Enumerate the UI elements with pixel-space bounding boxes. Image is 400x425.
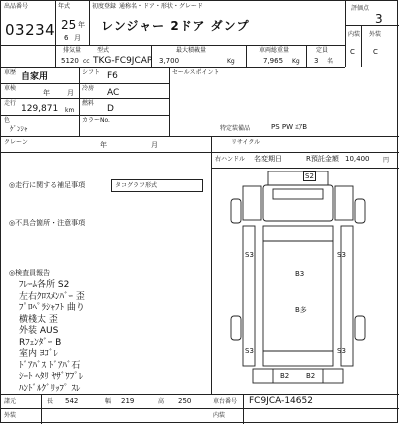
fuel-label: 燃料 xyxy=(82,100,95,107)
mileage-label: 走行 xyxy=(4,100,17,107)
right-door-panel xyxy=(335,186,353,220)
rule-v-year xyxy=(89,1,90,45)
mark-left-upper: S3 xyxy=(245,251,254,259)
tacho-label: タコグラフ形式 xyxy=(115,182,158,189)
shift-value: F6 xyxy=(107,71,118,81)
cab-panel xyxy=(263,185,333,221)
crane-year-unit: 年 xyxy=(100,141,107,149)
inspector-label: ◎検査員報告 xyxy=(9,269,51,277)
inspector-report xyxy=(19,280,85,395)
rule-v-footer1 xyxy=(41,394,42,424)
equipment-label: 特定装備品 xyxy=(220,125,251,132)
rule-row5 xyxy=(1,152,399,153)
ac-label: 冷房 xyxy=(82,85,95,92)
reg-label: 初度登録 xyxy=(92,3,117,10)
recycle-label: リサイクル xyxy=(231,139,261,146)
category-value: 自家用 xyxy=(21,72,49,82)
crane-month-unit: 月 xyxy=(151,141,158,149)
inner-label: 内装 xyxy=(213,412,226,419)
rule-row4 xyxy=(1,136,399,137)
right-rear-wheel xyxy=(355,316,365,340)
left-front-wheel xyxy=(231,199,241,223)
year-unit: 年 xyxy=(78,21,85,29)
report-line: Rﾌｪﾝﾀﾞｰ B xyxy=(19,337,62,348)
width-value: 219 xyxy=(121,397,135,405)
length-value: 542 xyxy=(65,397,79,405)
left-door-panel xyxy=(243,186,261,220)
total-weight-value: 7,965 xyxy=(263,57,284,65)
report-line: ﾌﾚｰﾑ各所 S2 xyxy=(19,280,70,290)
rule-v-mid xyxy=(79,67,80,136)
recycle-fee-value: 10,400 xyxy=(345,155,370,163)
interior-label: 内装 xyxy=(348,31,361,38)
outer-label: 外装 xyxy=(4,412,17,419)
rule-row1 xyxy=(1,83,169,84)
rule-v-footer2 xyxy=(243,394,244,424)
rule-grade-top xyxy=(345,25,399,26)
recycle-fee-label: R預託金額 xyxy=(306,155,339,163)
load-value: 3,700 xyxy=(159,57,180,65)
left-rear-wheel xyxy=(231,316,241,340)
lot-label: 出品番号 xyxy=(4,3,29,10)
rule-v-selling xyxy=(169,67,170,136)
mark-center-lower: B多 xyxy=(295,306,307,314)
color-label: 色 xyxy=(4,117,11,124)
mileage-value: 129,871 xyxy=(21,104,59,114)
exterior-label: 外装 xyxy=(369,31,382,38)
length-label: 長 xyxy=(47,398,54,405)
capacity-value: 3 xyxy=(314,57,319,65)
ac-value: AC xyxy=(107,88,120,98)
rule-row2 xyxy=(1,98,169,99)
mark-center-upper: B3 xyxy=(295,270,305,278)
height-value: 250 xyxy=(178,397,192,405)
windshield xyxy=(273,189,323,199)
capacity-label: 定員 xyxy=(316,47,329,54)
car-name: レンジャー 2ドア ダンプ xyxy=(101,19,250,33)
mark-left-lower: S3 xyxy=(245,347,254,355)
rule-header-bottom xyxy=(1,45,345,46)
recycle-fee-unit: 円 xyxy=(383,157,390,164)
mark-top: S2 xyxy=(305,172,314,180)
report-line: 室内 ﾖｺﾞﾚ xyxy=(19,349,58,359)
shift-label: シフト xyxy=(82,69,101,76)
mark-bottom-left: B2 xyxy=(280,372,290,380)
width-label: 幅 xyxy=(105,398,112,405)
lot-number: 03234 xyxy=(5,21,56,39)
equipment-value: PS PW ｴｱB xyxy=(271,123,308,131)
report-line: 外装 AUS xyxy=(19,326,59,336)
fuel-value: D xyxy=(107,104,114,114)
handle-label: 右ハンドル xyxy=(215,156,246,163)
rule-footer-mid xyxy=(1,408,399,409)
capacity-unit: 名 xyxy=(327,58,334,65)
selling-point-label: セールスポイント xyxy=(172,69,220,76)
model-label: 型式 xyxy=(97,47,110,54)
displacement-value: 5120 xyxy=(61,57,79,65)
truck-diagram xyxy=(223,171,373,391)
report-line: ﾊﾝﾄﾞﾙｸﾞﾘｯﾌﾟ ｽﾚ xyxy=(19,383,81,394)
category-label: 車歴 xyxy=(4,69,17,76)
report-line: 左右ｸﾛｽﾒﾝﾊﾞｰ 歪 xyxy=(19,291,85,302)
name-label: 通称名・ドア・形状・グレード xyxy=(119,3,203,10)
color-value: ｹﾞﾝｼｬ xyxy=(10,125,28,133)
inspection-month-unit: 月 xyxy=(67,89,74,97)
model-value: TKG-FC9JCAP xyxy=(93,56,153,66)
score-label: 評価点 xyxy=(351,5,370,12)
load-label: 最大積載量 xyxy=(176,47,207,54)
report-line: ｼｰﾄ ﾍﾀﾘ ﾔｻﾞﾜﾌﾟﾚ xyxy=(19,372,84,382)
right-bed-side xyxy=(341,226,353,366)
score-value: 3 xyxy=(375,12,383,26)
color-no-label: カラーNo. xyxy=(82,117,110,124)
name-change-label: 名変期日 xyxy=(254,155,282,163)
displacement-label: 排気量 xyxy=(63,47,82,54)
rule-row6 xyxy=(211,168,399,169)
rule-v-score xyxy=(345,1,346,67)
cab-roof-panel xyxy=(268,171,328,185)
rule-v-notes xyxy=(211,136,212,394)
rule-v-spec2 xyxy=(246,45,247,67)
travel-note-label: ◎走行に関する補足事項 xyxy=(9,181,86,189)
interior-grade: C xyxy=(350,48,355,56)
rule-v-grade xyxy=(361,25,362,67)
month-value: 6 xyxy=(64,34,69,42)
frame-value: FC9JCA-14652 xyxy=(249,396,313,406)
report-line: 横棧太 歪 xyxy=(19,314,58,325)
load-unit: Kg xyxy=(227,58,235,65)
year-label: 年式 xyxy=(58,3,71,10)
rule-specs-bottom xyxy=(1,67,345,68)
total-weight-label: 車両総重量 xyxy=(259,47,290,54)
displacement-unit: cc xyxy=(83,58,90,65)
height-label: 高 xyxy=(158,398,165,405)
report-line: ﾌﾟﾛﾍﾟﾗｼｬﾌﾄ 曲り xyxy=(19,303,85,313)
tailgate-panel xyxy=(253,369,343,383)
inspection-year-unit: 年 xyxy=(43,89,50,97)
inspection-label: 車検 xyxy=(4,85,17,92)
rule-v-spec3 xyxy=(306,45,307,67)
dims-label: 諸元 xyxy=(4,398,17,405)
exterior-grade: C xyxy=(373,48,378,56)
bed-floor xyxy=(263,226,333,366)
defect-label: ◎不具合箇所・注意事項 xyxy=(9,219,86,227)
rule-row3 xyxy=(1,115,169,116)
total-weight-unit: Kg xyxy=(292,58,300,65)
report-line: ﾄﾞｱﾊﾞｽ ﾄﾞｱﾊﾞ石 xyxy=(19,360,81,371)
mark-right-lower: S3 xyxy=(337,347,346,355)
crane-label: クレーン xyxy=(4,139,28,146)
year-value: 25 xyxy=(61,18,77,32)
left-bed-side xyxy=(243,226,255,366)
right-front-wheel xyxy=(355,199,365,223)
mark-bottom-right: B2 xyxy=(306,372,316,380)
mileage-unit: km xyxy=(65,107,75,114)
frame-label: 車台番号 xyxy=(213,398,238,405)
month-unit: 月 xyxy=(74,34,81,42)
mark-right-upper: S3 xyxy=(337,251,346,259)
